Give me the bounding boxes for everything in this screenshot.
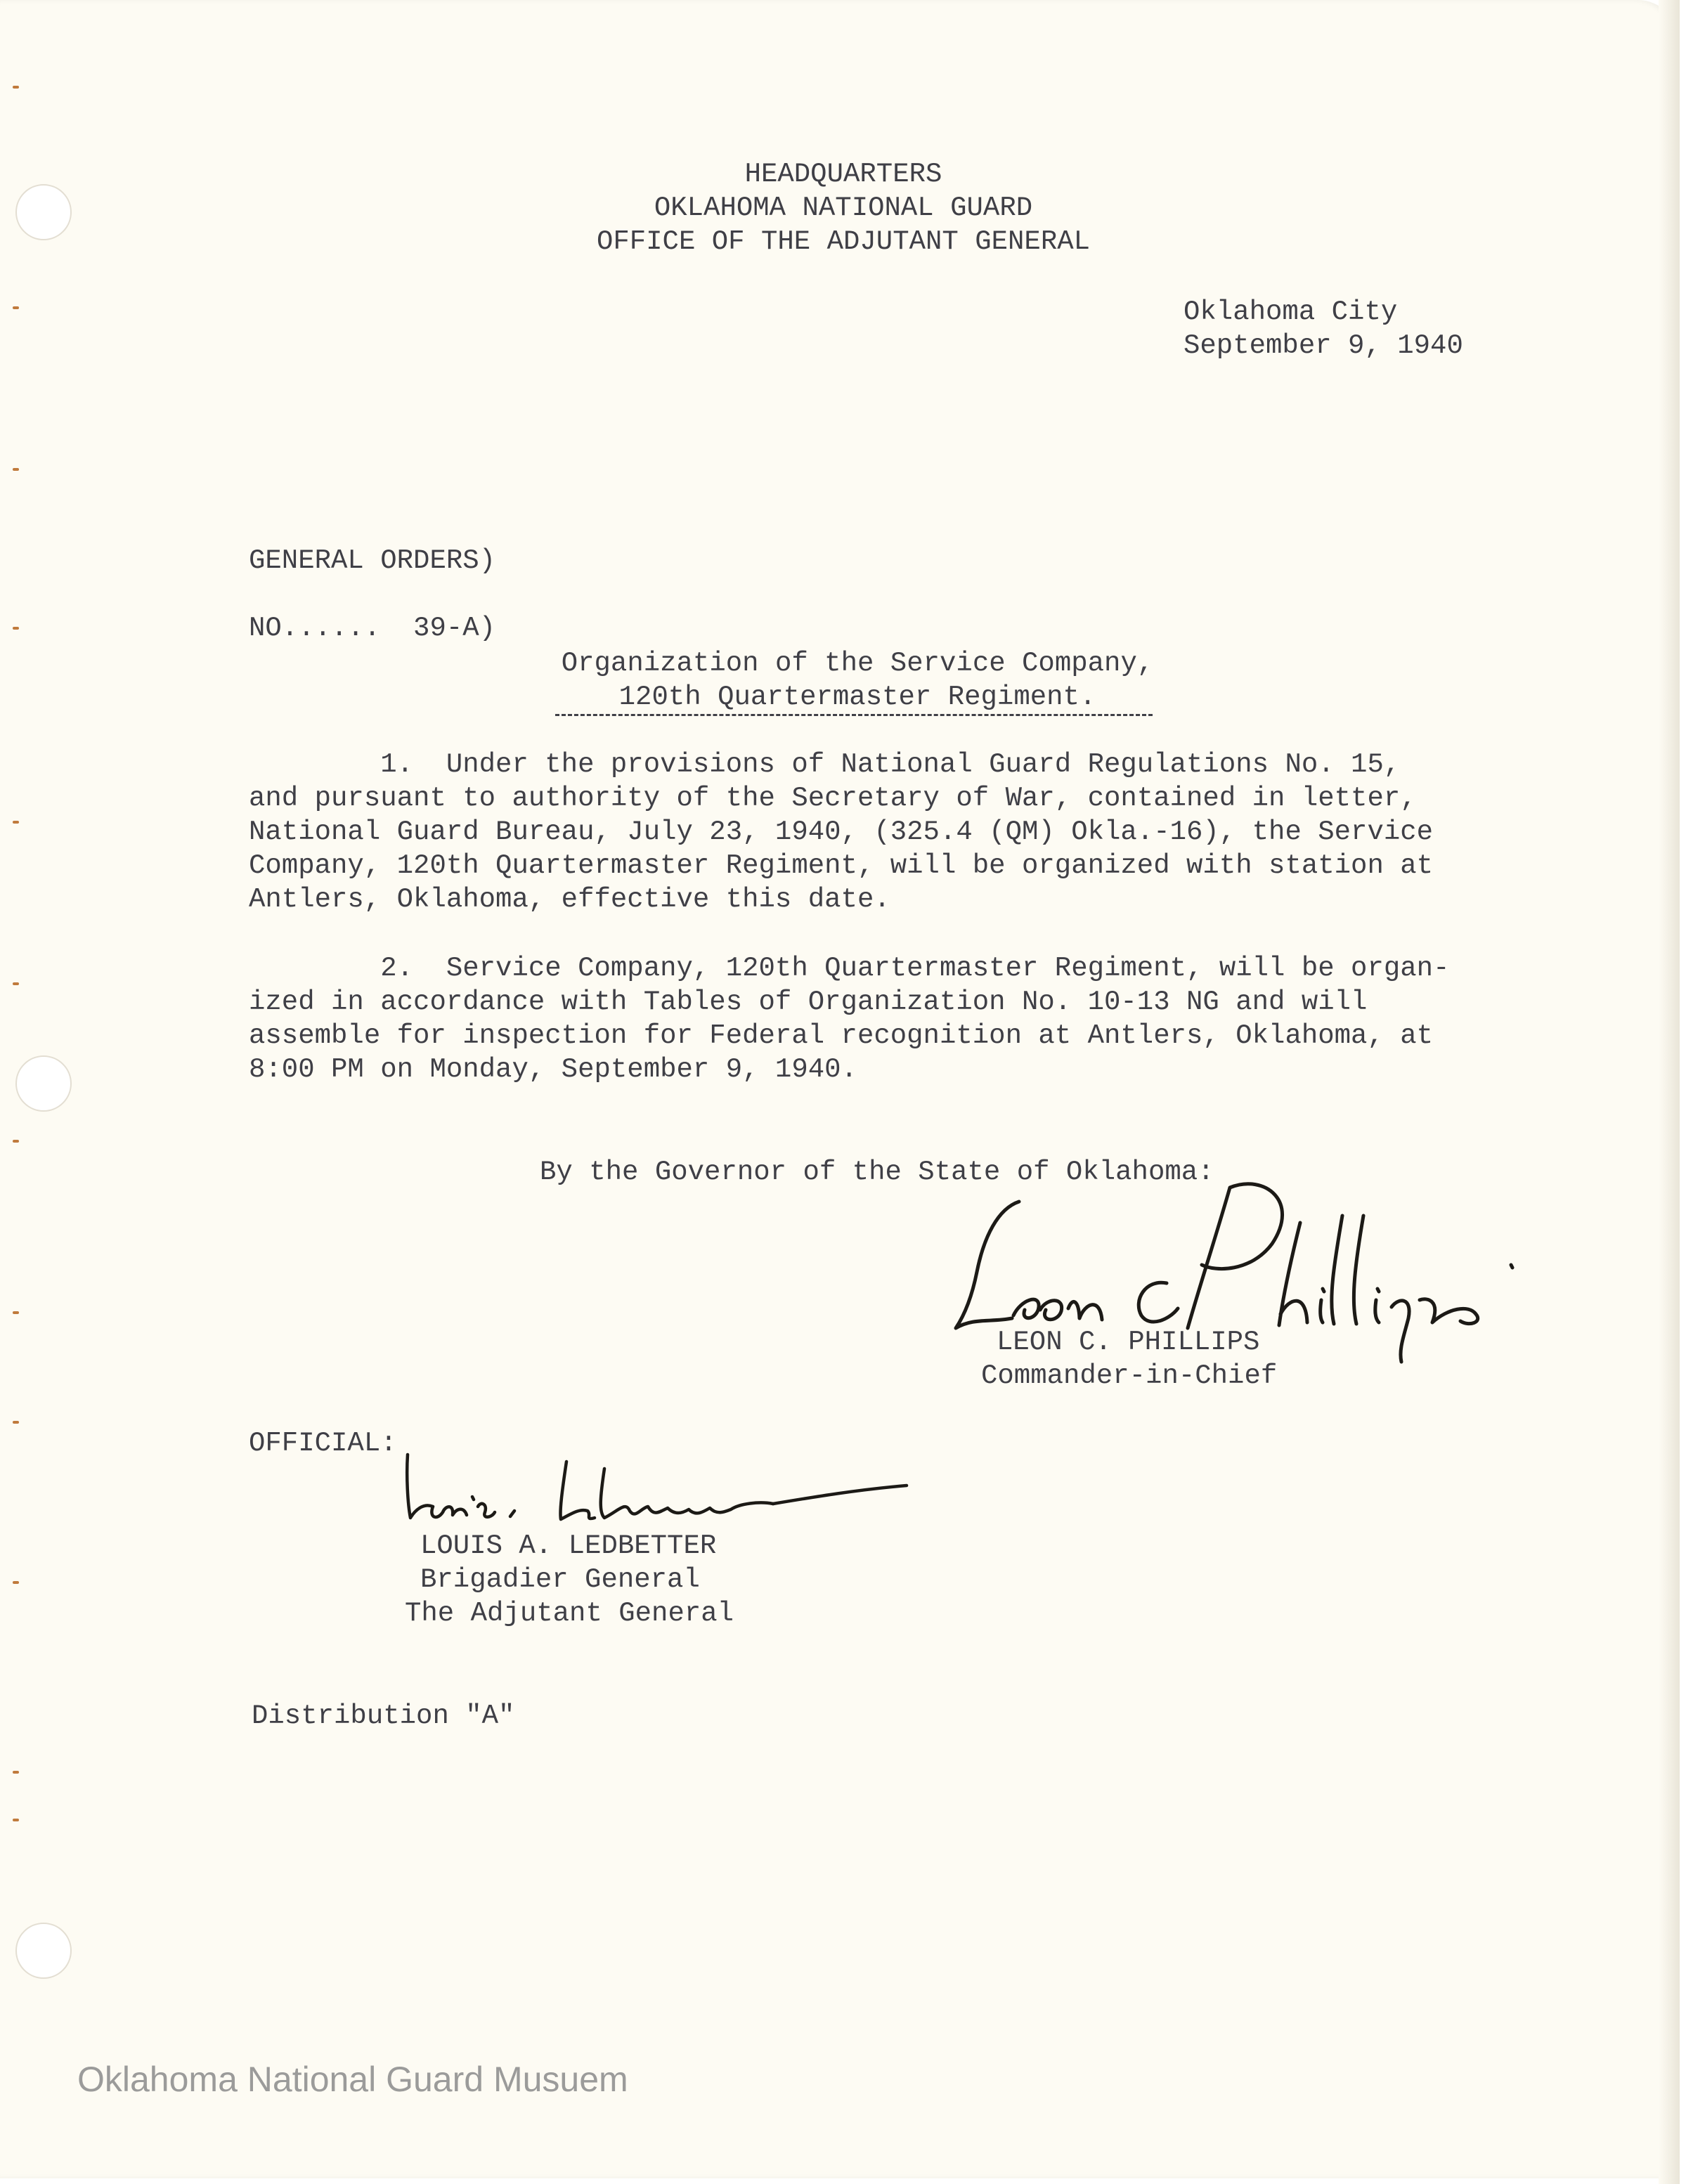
- subject-underline: [555, 714, 1153, 716]
- general-orders-label: GENERAL ORDERS): [249, 545, 496, 576]
- subject-line-1: Organization of the Service Company,: [561, 648, 1154, 679]
- margin-mark: [13, 1311, 19, 1314]
- margin-mark: [13, 627, 19, 630]
- margin-mark: [13, 1819, 19, 1821]
- paragraph-1-line: 1. Under the provisions of National Guard Regulations No. 15,: [249, 749, 1401, 780]
- museum-watermark: Oklahoma National Guard Musuem: [77, 2060, 628, 2099]
- paragraph-2-line: ized in accordance with Tables of Organization No. 10-13 NG and will: [249, 987, 1368, 1018]
- adjutant-title: The Adjutant General: [405, 1598, 734, 1629]
- margin-mark: [13, 1581, 19, 1584]
- governor-title: Commander-in-Chief: [981, 1360, 1278, 1391]
- authority-line: By the Governor of the State of Oklahoma:: [540, 1157, 1214, 1188]
- paragraph-2-line: 8:00 PM on Monday, September 9, 1940.: [249, 1054, 857, 1085]
- paragraph-1-line: and pursuant to authority of the Secretary of War, contained in letter,: [249, 783, 1417, 814]
- binder-hole-top: [15, 184, 72, 240]
- paragraph-2-line: assemble for inspection for Federal recognition at Antlers, Oklahoma, at: [249, 1020, 1434, 1051]
- document-date: September 9, 1940: [1184, 330, 1463, 361]
- binder-hole-bottom: [15, 1923, 72, 1979]
- paper-edge-shadow: [1659, 0, 1680, 2184]
- letterhead-line-1: HEADQUARTERS: [744, 159, 942, 190]
- margin-mark: [13, 1421, 19, 1424]
- binder-hole-middle: [15, 1055, 72, 1112]
- adjutant-name: LOUIS A. LEDBETTER: [420, 1530, 717, 1561]
- order-number: NO...... 39-A): [249, 613, 496, 644]
- margin-mark: [13, 1140, 19, 1143]
- margin-mark: [13, 1771, 19, 1774]
- distribution-line: Distribution "A": [252, 1701, 515, 1731]
- margin-mark: [13, 821, 19, 824]
- paragraph-1-line: Antlers, Oklahoma, effective this date.: [249, 884, 890, 915]
- letterhead-line-2: OKLAHOMA NATIONAL GUARD: [654, 193, 1033, 223]
- margin-mark: [13, 468, 19, 471]
- official-label: OFFICIAL:: [249, 1428, 397, 1459]
- adjutant-rank: Brigadier General: [420, 1564, 700, 1595]
- margin-mark: [13, 86, 19, 89]
- paragraph-1-line: Company, 120th Quartermaster Regiment, will be organized with station at: [249, 850, 1434, 881]
- adjutant-signature: [394, 1448, 942, 1539]
- margin-mark: [13, 982, 19, 985]
- paragraph-1-line: National Guard Bureau, July 23, 1940, (325.4 (QM) Okla.-16), the Service: [249, 817, 1434, 847]
- place-city: Oklahoma City: [1184, 297, 1398, 327]
- margin-mark: [13, 306, 19, 309]
- letterhead-line-3: OFFICE OF THE ADJUTANT GENERAL: [596, 226, 1091, 257]
- paragraph-2-line: 2. Service Company, 120th Quartermaster Regiment, will be organ-: [249, 953, 1450, 984]
- governor-name: LEON C. PHILLIPS: [997, 1327, 1260, 1358]
- subject-line-2: 120th Quartermaster Regiment.: [618, 682, 1096, 713]
